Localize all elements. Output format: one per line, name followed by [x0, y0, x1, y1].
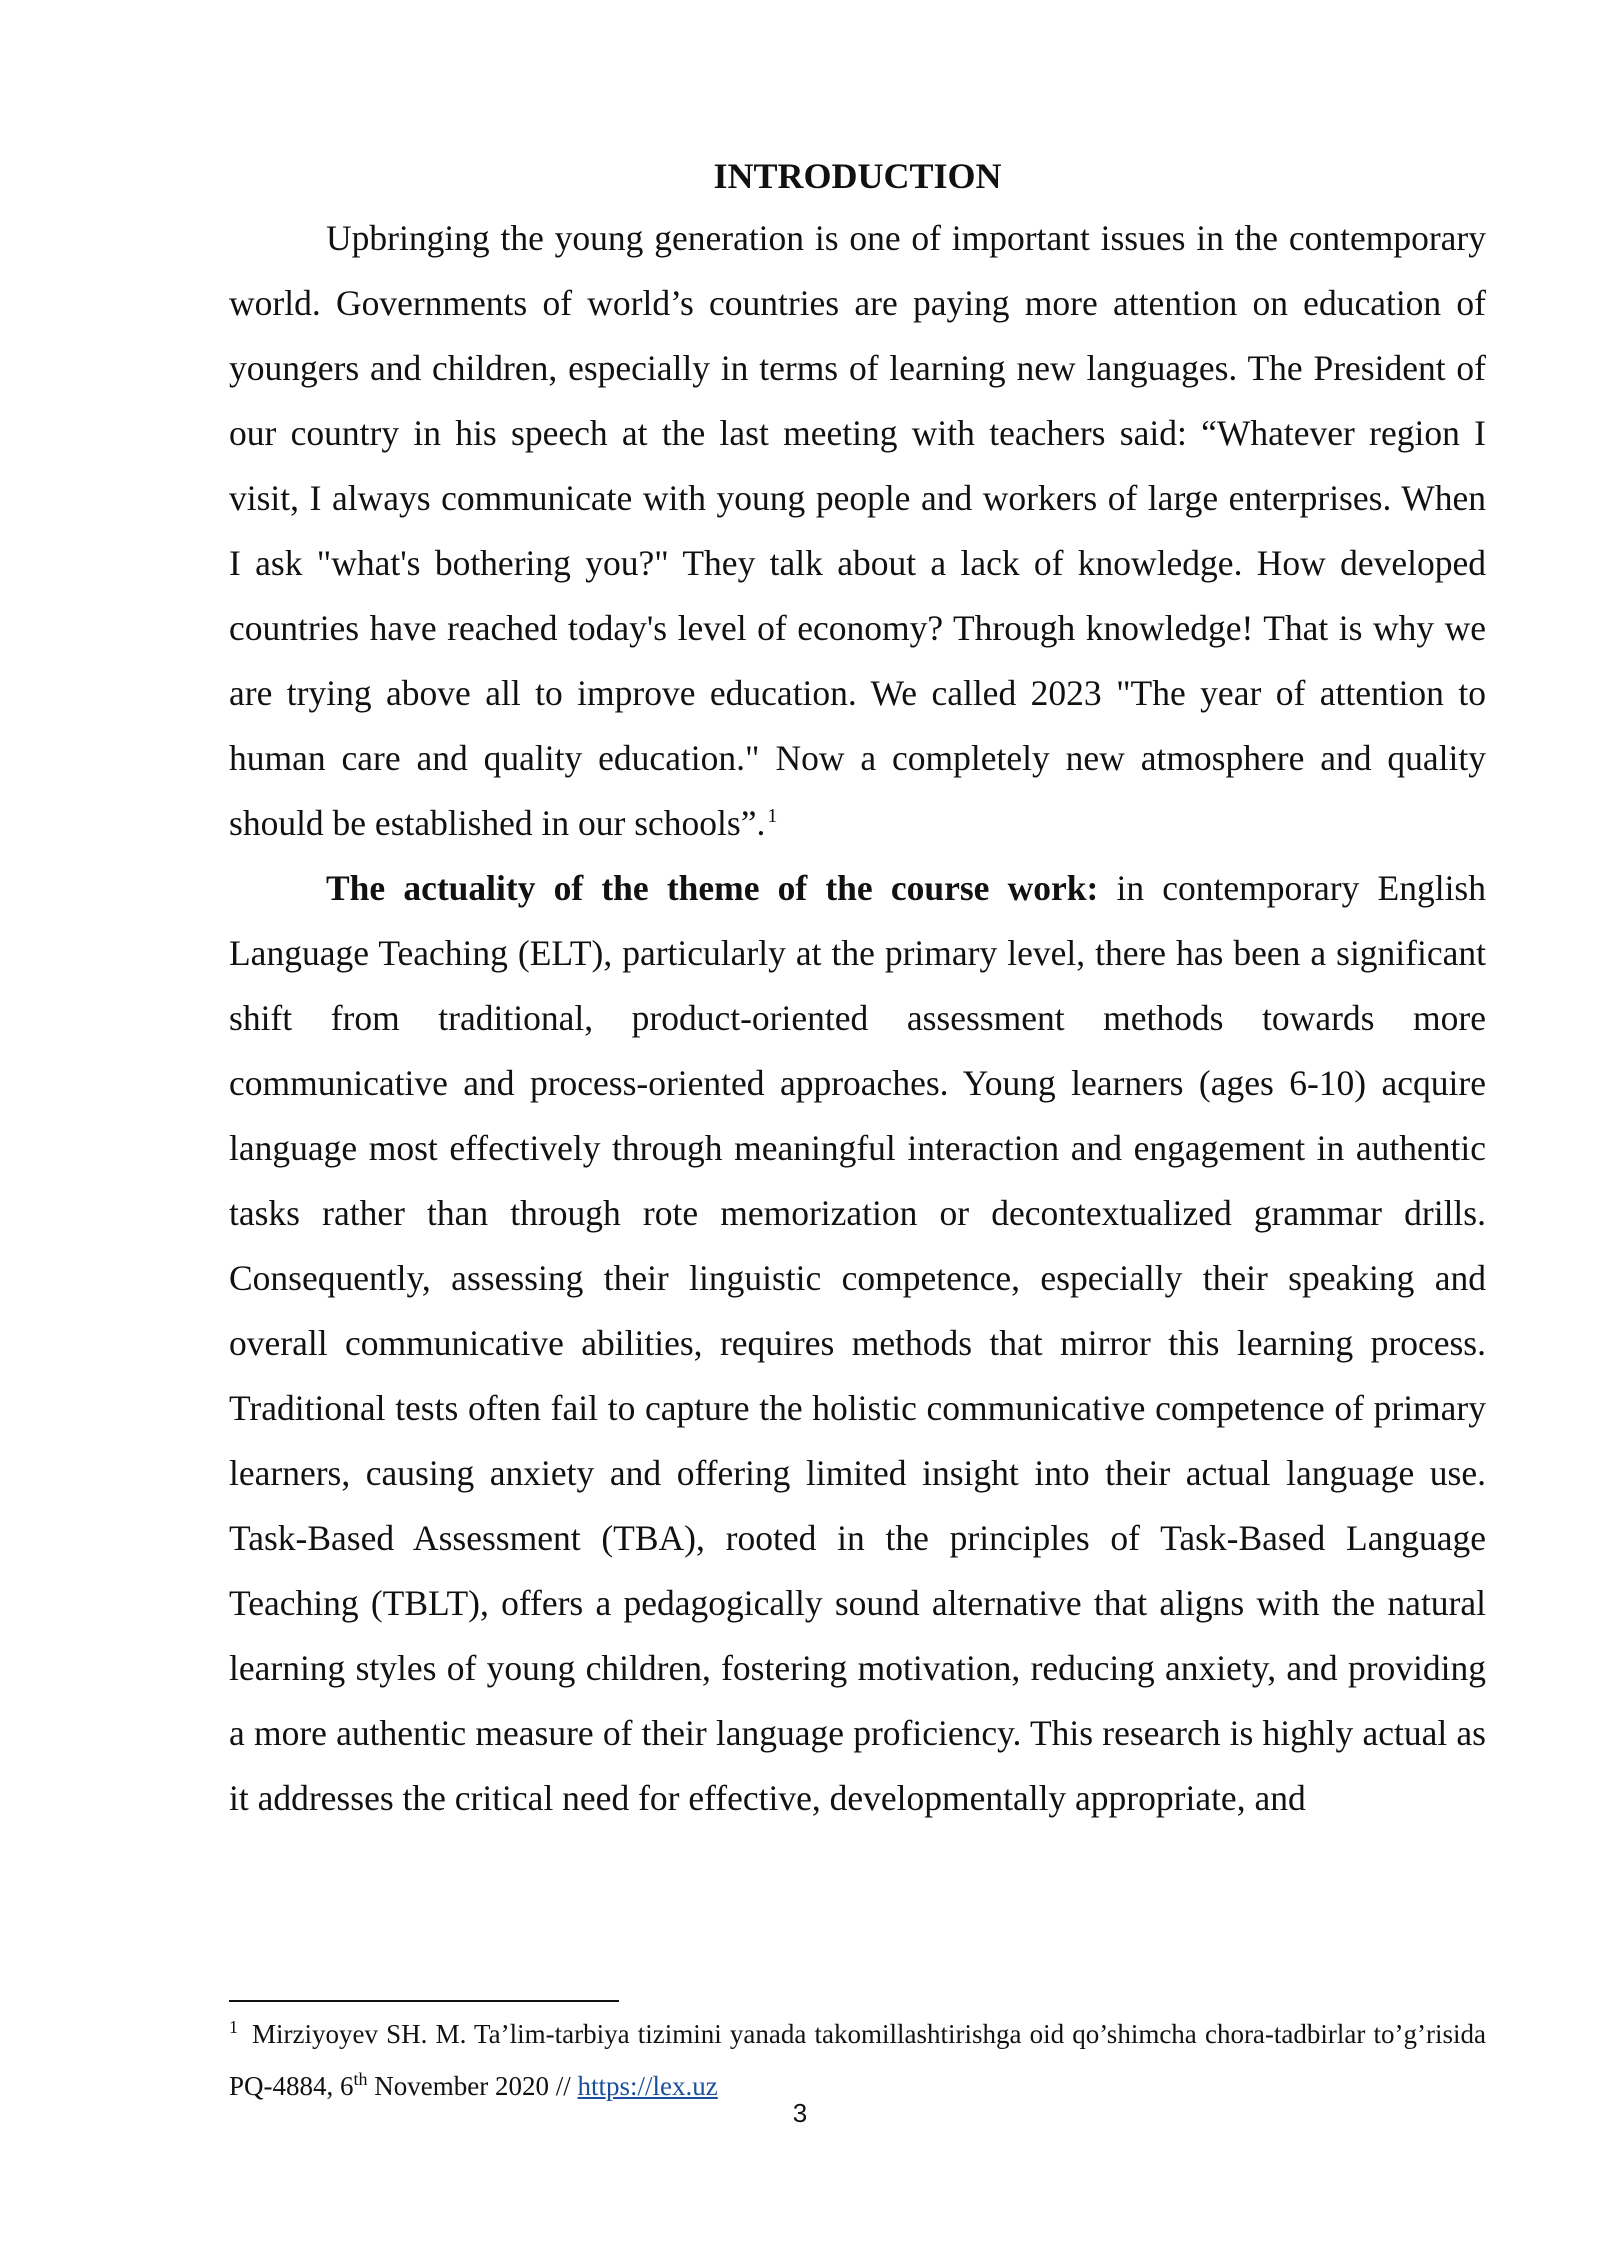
page-number: 3	[792, 2098, 808, 2128]
page-body	[229, 146, 1486, 1831]
footnote-text-continued: November 2020 //	[367, 2071, 578, 2101]
page-title: INTRODUCTION	[713, 156, 1002, 196]
footnote-link[interactable]: https://lex.uz	[577, 2071, 718, 2101]
footnote-separator	[229, 2000, 619, 2002]
actuality-paragraph	[229, 856, 1486, 1831]
footnote-reference[interactable]: 1	[767, 805, 778, 828]
paragraph-text: Upbringing the young generation is one of important issues in the contemporary world. Governments of world’s countries are paying more attention on education of youngers and children, especially in terms of learning new languages. The President of our country in his speech at the last meeting with teachers said: “Whatever region I visit, I always communicate with young people and workers of large enterprises. When I ask "what's bothering you?" They talk about a lack of knowledge. How developed countries have reached today's level of economy? Through knowledge! That is why we are trying above all to improve education. We called 2023 "The year of attention to human care and quality education." Now a completely new atmosphere and quality should be established in our schools”.	[229, 218, 1486, 843]
footnote-number: 1	[229, 2017, 238, 2037]
paragraph-bold-lead: The actuality of the theme of the course work:	[326, 868, 1099, 908]
introduction-paragraph	[229, 206, 1486, 856]
footnote-ordinal-suffix: th	[353, 2069, 368, 2089]
paragraph-text: in contemporary English Language Teaching (ELT), particularly at the primary level, there has been a significant shift from traditional, product-oriented assessment methods towards more communicative and process-oriented approaches. Young learners (ages 6-10) acquire language most effectively through meaningful interaction and engagement in authentic tasks rather than through rote memorization or decontextualized grammar drills. Consequently, assessing their linguistic competence, especially their speaking and overall communicative abilities, requires methods that mirror this learning process. Traditional tests often fail to capture the holistic communicative competence of primary learners, causing anxiety and offering limited insight into their actual language use. Task-Based Assessment (TBA), rooted in the principles of Task-Based Language Teaching (TBLT), offers a pedagogically sound alternative that aligns with the natural learning styles of young children, fostering motivation, reducing anxiety, and providing a more authentic measure of their language proficiency. This research is highly actual as it addresses the critical need for effective, developmentally appropriate, and	[229, 868, 1486, 1818]
footnote-text: Mirziyoyev SH. M. Ta’lim-tarbiya tizimini yanada takomillashtirishga oid qo’shimcha chora-tadbirlar to’g’risida PQ-4884, 6	[229, 2019, 1486, 2101]
